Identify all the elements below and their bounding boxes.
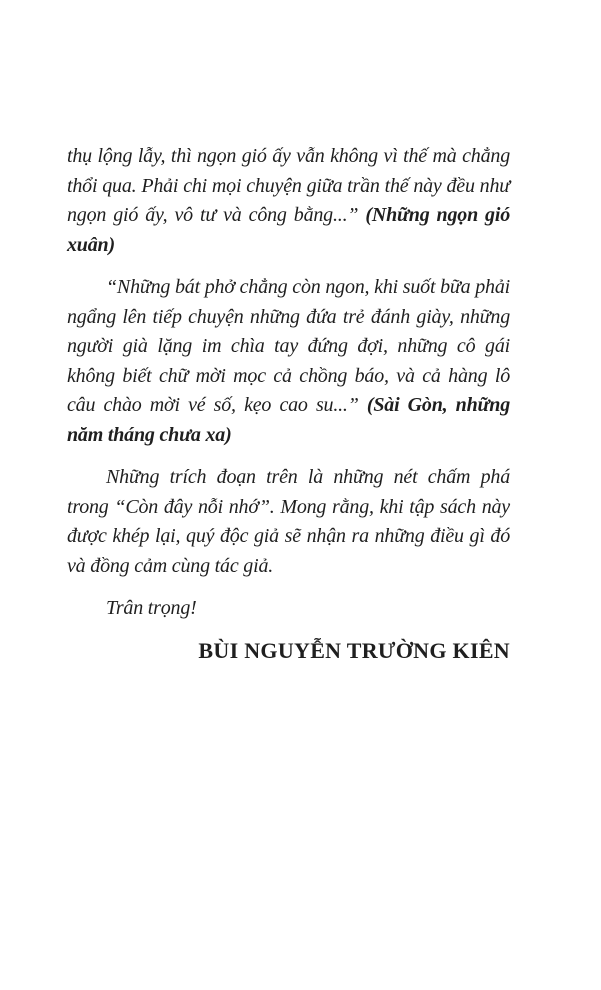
- paragraph-text: thụ lộng lẫy, thì ngọn gió ấy vẫn không vì thế mà chẳng thổi qua. Phải chi mọi chuyện giữa trần thế này đều như ngọn gió ấy, vô tư và công bằng...”: [67, 145, 510, 226]
- body-paragraph: [67, 463, 510, 581]
- book-title-bold: (Sài Gòn, những năm tháng chưa xa): [67, 394, 510, 446]
- body-paragraph-continuation: [67, 142, 510, 260]
- book-title-bold: (Những ngọn gió xuân): [67, 204, 510, 256]
- body-paragraph: [67, 273, 510, 450]
- paragraph-text: Trân trọng!: [106, 597, 197, 619]
- paragraph-text: “Những bát phở chẳng còn ngon, khi suốt bữa phải ngẩng lên tiếp chuyện những đứa trẻ đánh giày, những người già lặng im chìa tay đứng đợi, những cô gái không biết chữ mời mọc cả chồng báo, và cả hàng lô câu chào mời vé số, kẹo cao su...”: [67, 276, 510, 416]
- author-signature: BÙI NGUYỄN TRƯỜNG KIÊN: [198, 637, 510, 663]
- closing-line: [67, 594, 510, 624]
- paragraph-text: Những trích đoạn trên là những nét chấm phá trong “Còn đây nỗi nhớ”. Mong rằng, khi tập sách này được khép lại, quý độc giả sẽ nhận ra những điều gì đó và đồng cảm cùng tác giả.: [67, 466, 510, 577]
